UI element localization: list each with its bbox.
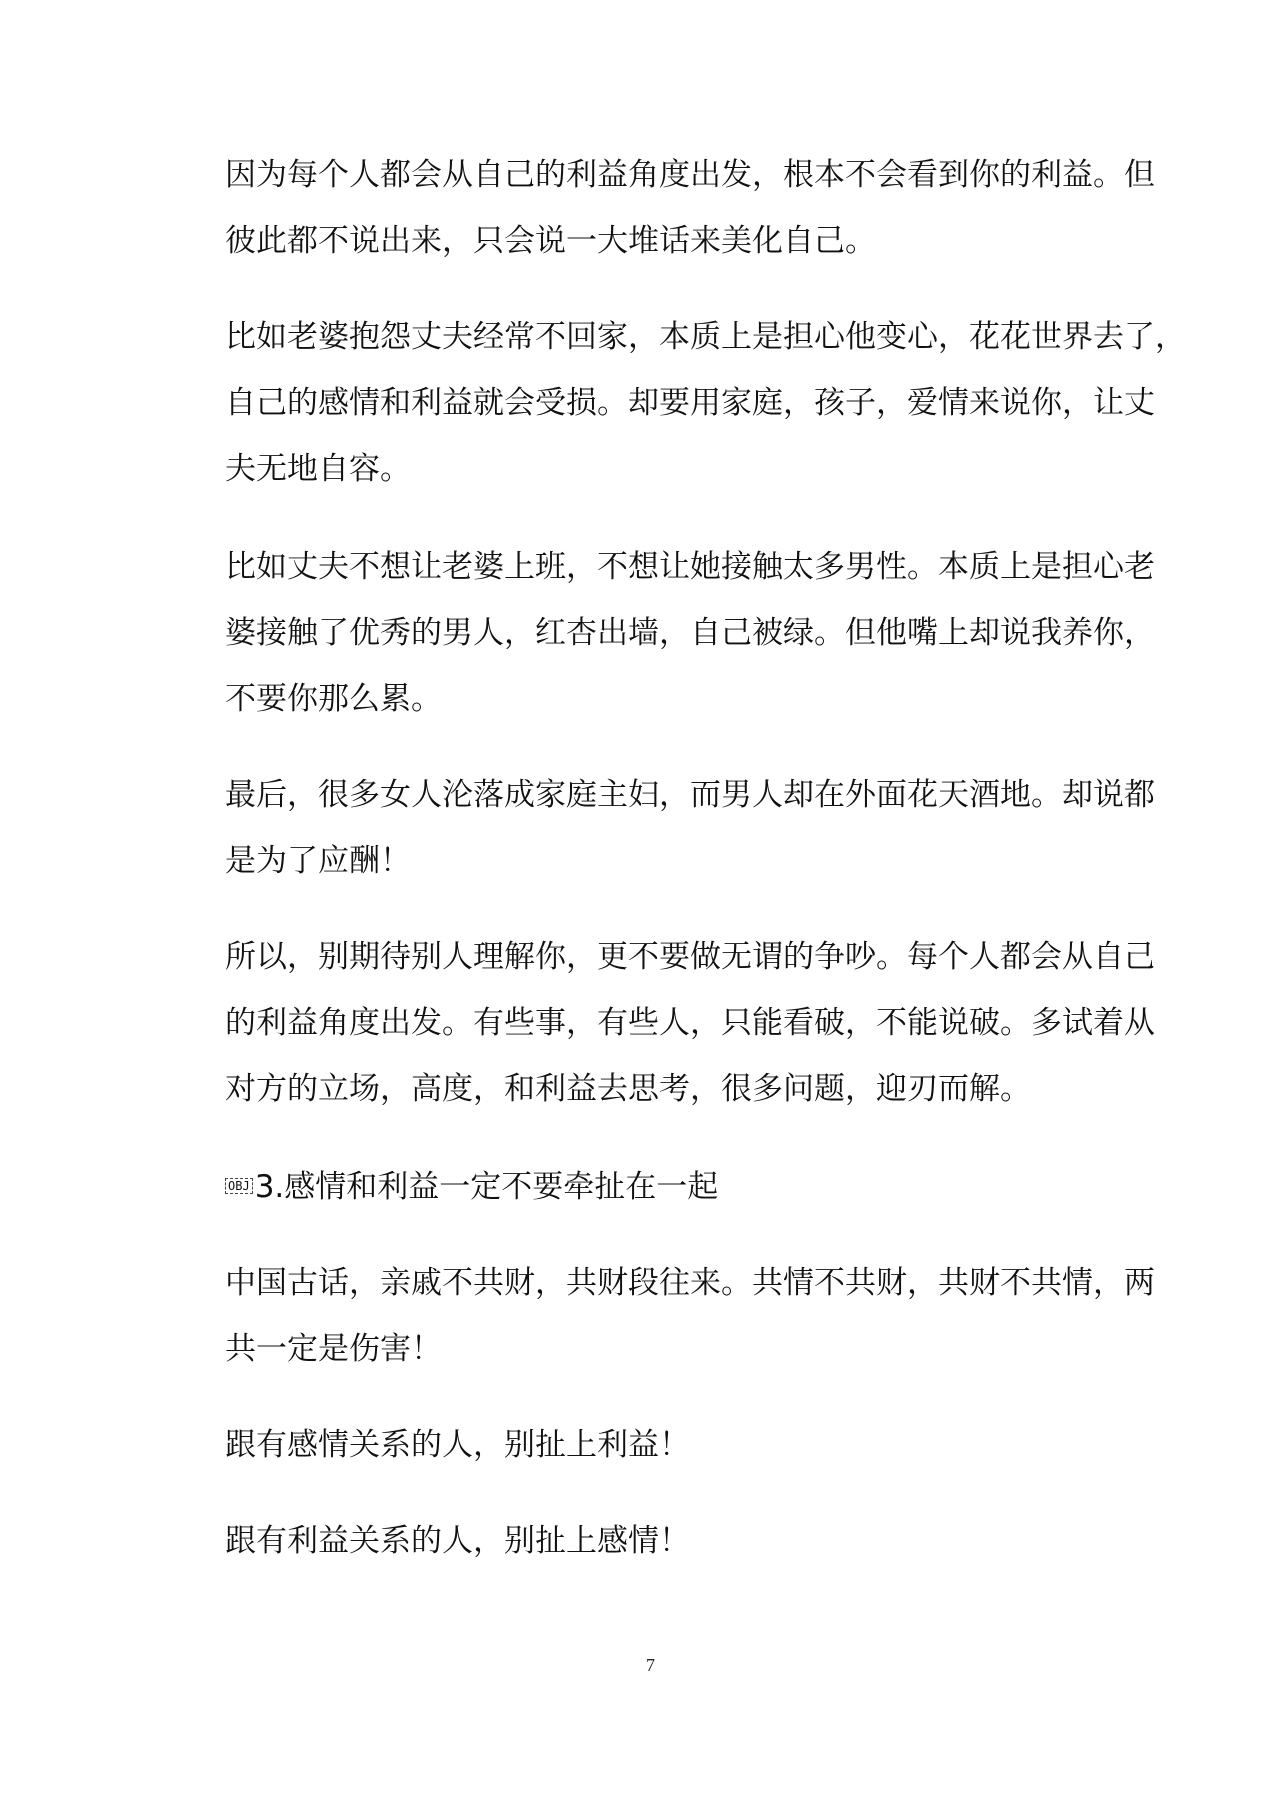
page-number: 7 <box>646 1655 655 1675</box>
text-line: 的利益角度出发。有些事，有些人，只能看破，不能说破。多试着从 <box>225 1005 1155 1041</box>
text-line: 共一定是伤害！ <box>225 1331 442 1367</box>
text-line: 中国古话，亲戚不共财，共财段往来。共情不共财，共财不共情，两 <box>225 1265 1155 1301</box>
text-line: 对方的立场，高度，和利益去思考，很多问题，迎刃而解。 <box>225 1071 1031 1107</box>
text-line: 所以，别期待别人理解你，更不要做无谓的争吵。每个人都会从自己 <box>225 939 1155 975</box>
object-replacement-icon: OBJ <box>225 1178 253 1194</box>
text-line: 最后，很多女人沦落成家庭主妇，而男人却在外面花天酒地。却说都 <box>225 777 1155 813</box>
section-heading <box>225 1169 1105 1205</box>
text-line: 比如老婆抱怨丈夫经常不回家，本质上是担心他变心，花花世界去了， <box>225 319 1186 355</box>
text-line: 是为了应酬！ <box>225 843 411 879</box>
text-line: 夫无地自容。 <box>225 451 411 487</box>
text-line: 因为每个人都会从自己的利益角度出发，根本不会看到你的利益。但 <box>225 157 1155 193</box>
text-line: 不要你那么累。 <box>225 681 442 717</box>
text-line: 彼此都不说出来，只会说一大堆话来美化自己。 <box>225 223 876 259</box>
text-line: 比如丈夫不想让老婆上班，不想让她接触太多男性。本质上是担心老 <box>225 549 1155 585</box>
text-line: 自己的感情和利益就会受损。却要用家庭，孩子，爱情来说你，让丈 <box>225 385 1155 421</box>
text-line: 跟有利益关系的人，别扯上感情！ <box>225 1523 690 1559</box>
text-line: 婆接触了优秀的男人，红杏出墙，自己被绿。但他嘴上却说我养你， <box>225 615 1155 651</box>
text-line: 跟有感情关系的人，别扯上利益！ <box>225 1427 690 1463</box>
section-heading-text: 3.感情和利益一定不要牵扯在一起 <box>254 1169 719 1205</box>
